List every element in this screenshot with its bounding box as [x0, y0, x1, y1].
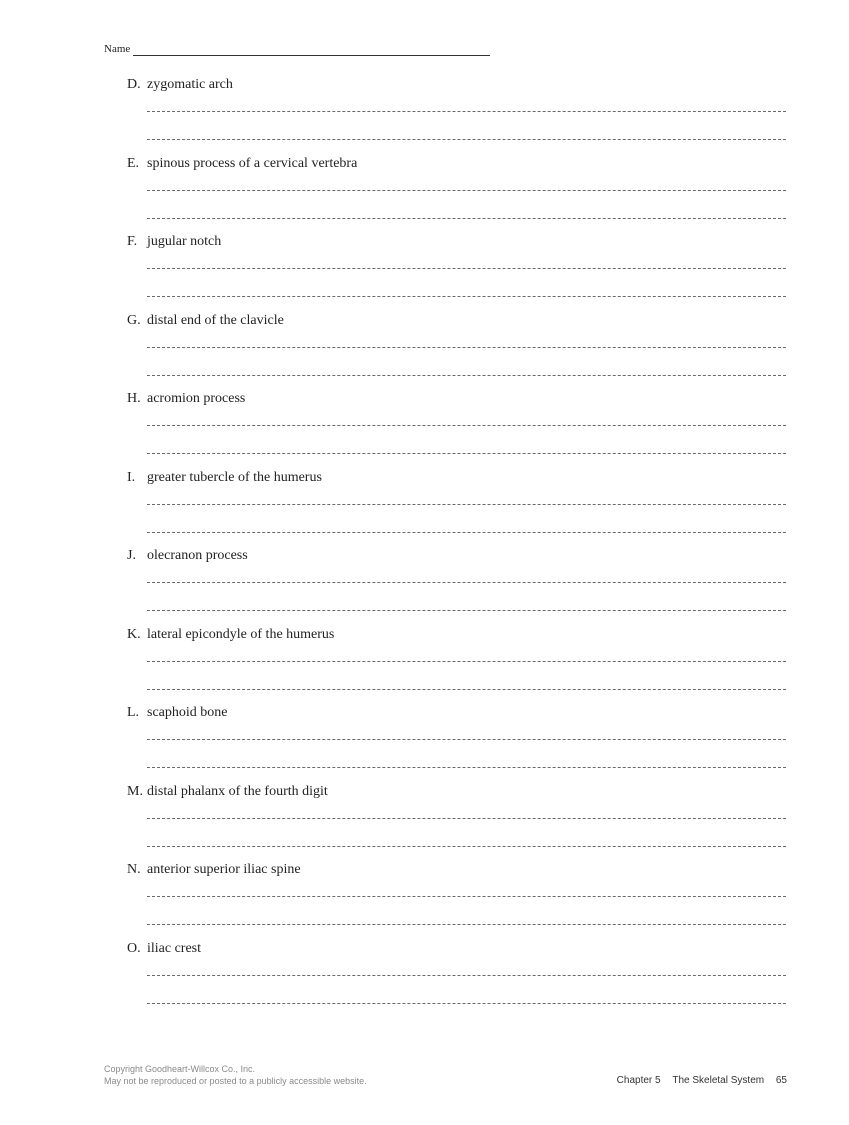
- answer-line-1[interactable]: [147, 582, 786, 583]
- question-item-k: [127, 627, 787, 705]
- name-field-row: [104, 42, 490, 56]
- question-letter: J.: [127, 548, 136, 563]
- question-label: [127, 705, 227, 721]
- question-text: lateral epicondyle of the humerus: [147, 627, 335, 642]
- answer-line-2[interactable]: [147, 610, 786, 611]
- answer-line-1[interactable]: [147, 975, 786, 976]
- question-item-m: [127, 784, 787, 862]
- question-text: scaphoid bone: [147, 705, 228, 720]
- question-label: [127, 941, 201, 957]
- answer-line-2[interactable]: [147, 375, 786, 376]
- question-letter: E.: [127, 156, 140, 171]
- question-item-l: [127, 705, 787, 783]
- question-label: [127, 784, 328, 800]
- question-text: anterior superior iliac spine: [147, 862, 301, 877]
- question-letter: G.: [127, 313, 141, 328]
- question-letter: L.: [127, 705, 140, 720]
- question-label: [127, 627, 334, 643]
- question-label: [127, 391, 245, 407]
- question-text: greater tubercle of the humerus: [147, 470, 322, 485]
- question-item-h: [127, 391, 787, 469]
- answer-line-1[interactable]: [147, 818, 786, 819]
- page-footer: [617, 1075, 787, 1086]
- question-label: [127, 313, 284, 329]
- question-item-g: [127, 313, 787, 391]
- question-label: [127, 862, 301, 878]
- copyright-line-2: May not be reproduced or posted to a publicly accessible website.: [104, 1076, 367, 1086]
- question-letter: I.: [127, 470, 136, 485]
- question-item-n: [127, 862, 787, 940]
- question-letter: D.: [127, 77, 141, 92]
- question-item-i: [127, 470, 787, 548]
- copyright-line-1: Copyright Goodheart-Willcox Co., Inc.: [104, 1064, 256, 1074]
- answer-line-1[interactable]: [147, 190, 786, 191]
- chapter-title: The Skeletal System: [672, 1075, 765, 1086]
- answer-line-2[interactable]: [147, 296, 786, 297]
- question-label: [127, 548, 248, 564]
- answer-line-1[interactable]: [147, 111, 786, 112]
- question-letter: O.: [127, 941, 141, 956]
- question-item-j: [127, 548, 787, 626]
- question-label: [127, 77, 233, 93]
- question-letter: N.: [127, 862, 141, 877]
- question-text: distal phalanx of the fourth digit: [147, 784, 328, 799]
- question-text: acromion process: [147, 391, 246, 406]
- answer-line-1[interactable]: [147, 347, 786, 348]
- answer-line-2[interactable]: [147, 767, 786, 768]
- question-text: distal end of the clavicle: [147, 313, 284, 328]
- name-label: Name: [104, 43, 131, 55]
- answer-line-1[interactable]: [147, 268, 786, 269]
- question-item-d: [127, 77, 787, 155]
- answer-line-1[interactable]: [147, 661, 786, 662]
- question-text: iliac crest: [147, 941, 202, 956]
- question-letter: H.: [127, 391, 141, 406]
- question-label: [127, 470, 322, 486]
- question-letter: M.: [127, 784, 143, 799]
- chapter-label: Chapter 5: [616, 1075, 661, 1086]
- answer-line-1[interactable]: [147, 425, 786, 426]
- question-item-o: [127, 941, 787, 1019]
- question-text: olecranon process: [147, 548, 248, 563]
- question-item-f: [127, 234, 787, 312]
- question-letter: F.: [127, 234, 138, 249]
- name-input-line[interactable]: [133, 44, 490, 56]
- copyright-notice: [104, 1063, 367, 1087]
- question-letter: K.: [127, 627, 141, 642]
- answer-line-2[interactable]: [147, 139, 786, 140]
- answer-line-2[interactable]: [147, 689, 786, 690]
- answer-line-2[interactable]: [147, 218, 786, 219]
- question-label: [127, 234, 221, 250]
- answer-line-2[interactable]: [147, 532, 786, 533]
- answer-line-2[interactable]: [147, 1003, 786, 1004]
- answer-line-1[interactable]: [147, 739, 786, 740]
- answer-line-1[interactable]: [147, 896, 786, 897]
- answer-line-1[interactable]: [147, 504, 786, 505]
- answer-line-2[interactable]: [147, 924, 786, 925]
- answer-line-2[interactable]: [147, 846, 786, 847]
- question-text: spinous process of a cervical vertebra: [147, 156, 358, 171]
- question-label: [127, 156, 357, 172]
- question-text: jugular notch: [147, 234, 222, 249]
- question-item-e: [127, 156, 787, 234]
- question-text: zygomatic arch: [147, 77, 233, 92]
- page-number: 65: [775, 1075, 787, 1086]
- answer-line-2[interactable]: [147, 453, 786, 454]
